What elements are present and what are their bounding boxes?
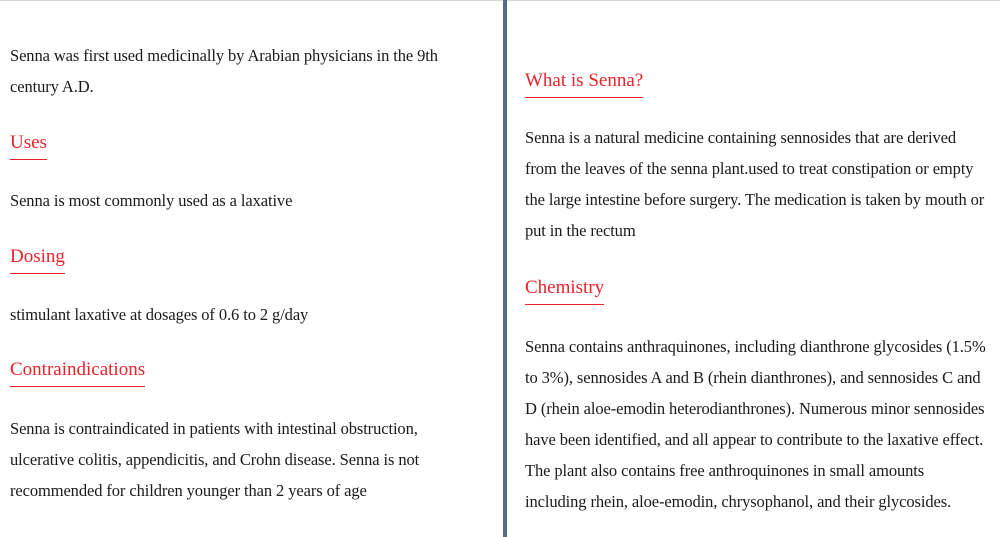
intro-text: Senna was first used medicinally by Arabian physicians in the 9th century A.D. <box>10 46 438 96</box>
chemistry-heading: Chemistry <box>525 276 604 305</box>
top-rule <box>0 0 1000 1</box>
what-is-senna-heading: What is Senna? <box>525 69 643 98</box>
dosing-heading: Dosing <box>10 245 65 274</box>
dosing-text: stimulant laxative at dosages of 0.6 to 2 g/day <box>10 305 309 324</box>
contraindications-text: Senna is contraindicated in patients with intestinal obstruction, ulcerative colitis, appendicitis, and Crohn disease. Senna is not recommended for children younger than 2 years of age <box>10 419 420 500</box>
uses-text: Senna is most commonly used as a laxative <box>10 191 293 210</box>
uses-heading: Uses <box>10 131 47 160</box>
column-divider <box>503 0 507 537</box>
contraindications-heading: Contraindications <box>10 358 145 387</box>
chemistry-text: Senna contains anthraquinones, including dianthrone glycosides (1.5% to 3%), sennosides A and B (rhein dianthrones), and sennosides C and D (rhein aloe-emodin heterodianthrones). Numerous minor sennosides have been identified, and all appear to contribute to the laxative effect. The plant also contains free anthroquinones in small amounts including rhein, aloe-emodin, chrysophanol, and their glycosides. <box>525 337 986 511</box>
what-is-senna-text: Senna is a natural medicine containing sennosides that are derived from the leaves of the senna plant.used to treat constipation or empty the large intestine before surgery. The medication is taken by mouth or put in the rectum <box>525 128 985 240</box>
